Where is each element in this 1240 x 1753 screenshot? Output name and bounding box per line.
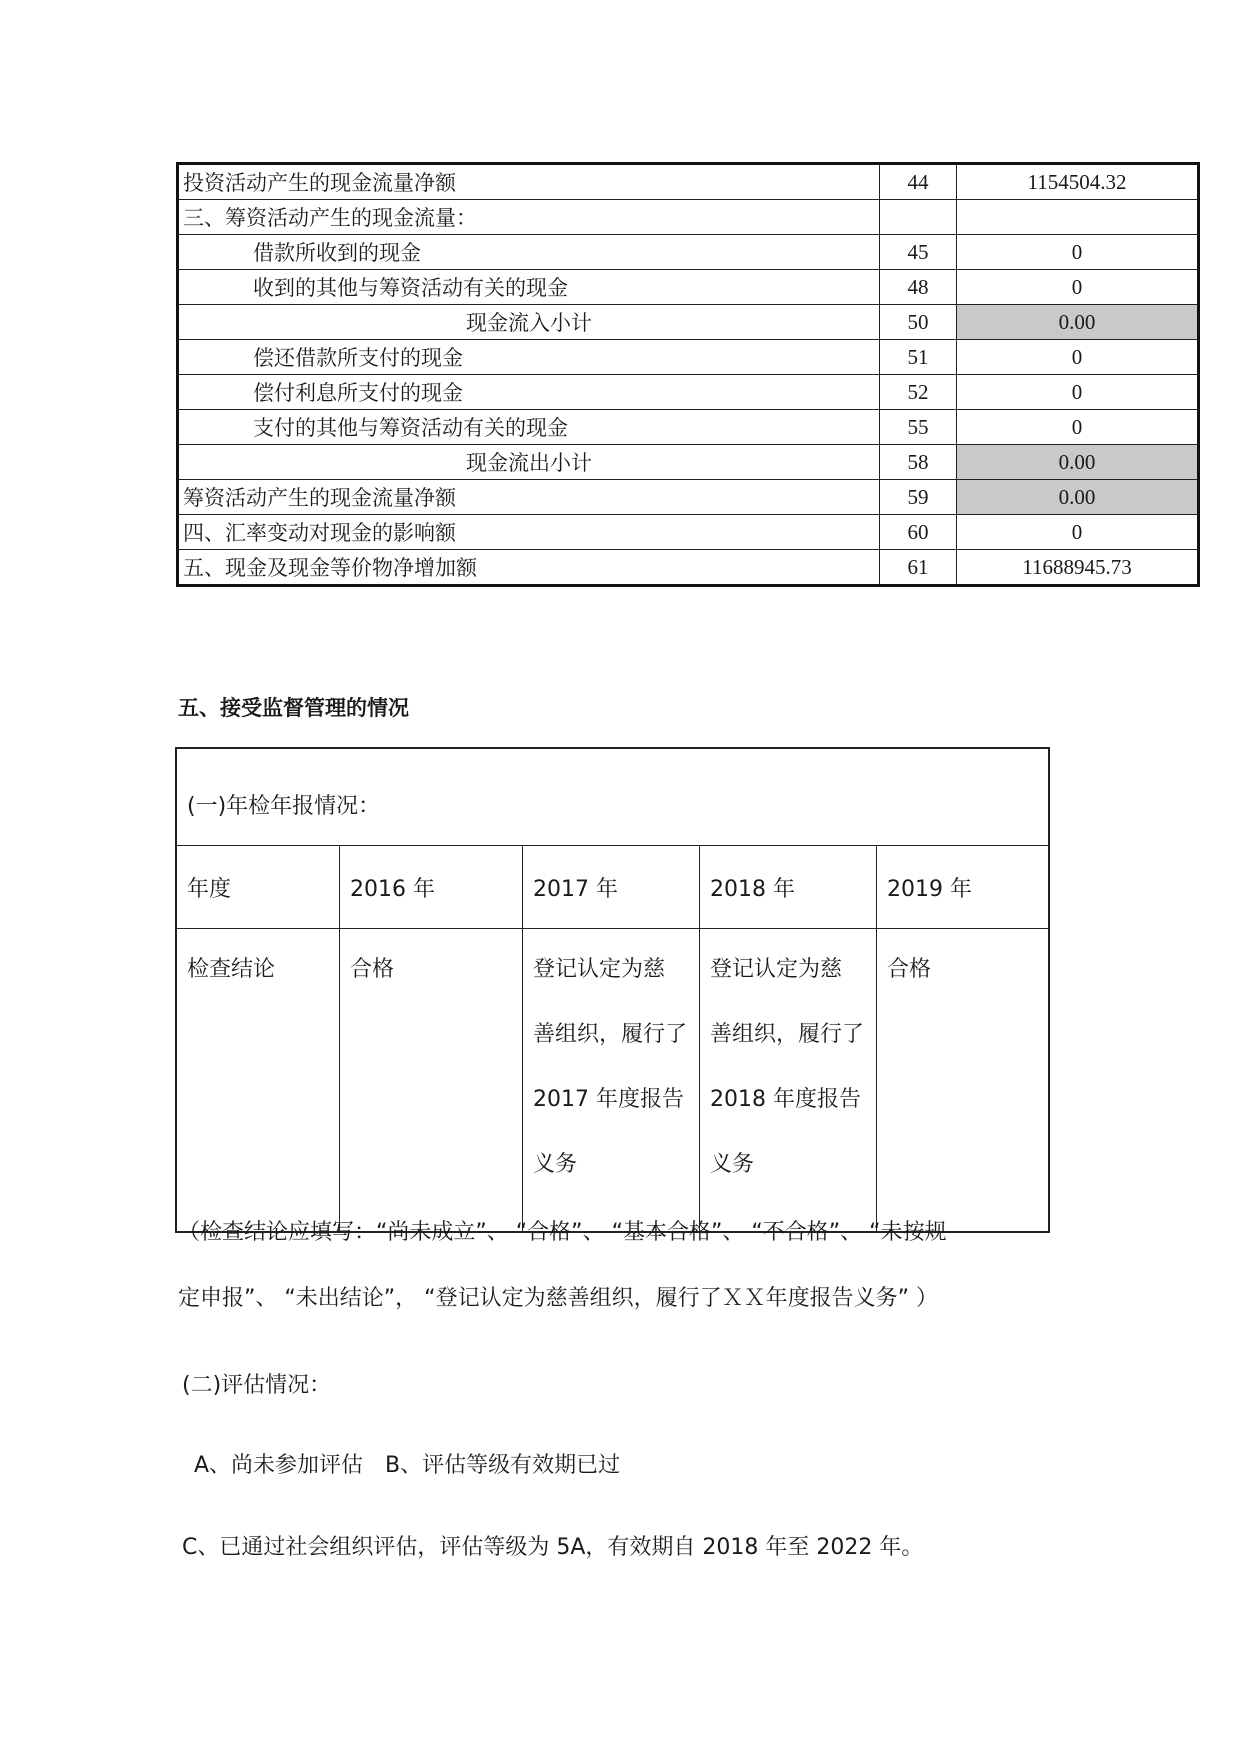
table-row	[178, 480, 1199, 515]
result-line: 登记认定为慈	[710, 957, 843, 982]
result-row	[176, 929, 1049, 1233]
result-line: 合格	[887, 957, 932, 982]
table-row	[178, 235, 1199, 270]
table-row	[178, 200, 1199, 235]
row-label: 五、现金及现金等价物净增加额	[178, 550, 880, 586]
row-value: 1154504.32	[957, 164, 1199, 200]
header-cell: 2017 年	[523, 846, 700, 929]
evaluation-caption: (二)评估情况：	[182, 1373, 332, 1398]
result-line: 2017 年度报告	[533, 1087, 684, 1112]
result-cell-2016	[340, 929, 523, 1233]
result-cell-2017	[523, 929, 700, 1233]
annual-check-caption: (一)年检年报情况：	[176, 748, 1049, 846]
row-label: 现金流入小计	[178, 305, 880, 340]
row-label: 支付的其他与筹资活动有关的现金	[178, 410, 880, 445]
table-caption-row	[176, 748, 1049, 846]
table-row	[178, 445, 1199, 480]
result-line: 合格	[350, 957, 395, 982]
row-code: 52	[880, 375, 957, 410]
row-value: 0.00	[957, 480, 1199, 515]
header-cell: 年度	[176, 846, 340, 929]
row-code: 58	[880, 445, 957, 480]
annual-check-table	[175, 747, 1050, 1233]
note-line-2: 定申报”、 “未出结论”， “登记认定为慈善组织，履行了ＸＸ年度报告义务” ）	[178, 1286, 938, 1311]
row-label: 收到的其他与筹资活动有关的现金	[178, 270, 880, 305]
result-line: 2018 年度报告	[710, 1087, 861, 1112]
table-row	[178, 515, 1199, 550]
row-value: 0.00	[957, 445, 1199, 480]
table-row	[178, 550, 1199, 586]
row-code	[880, 200, 957, 235]
header-cell: 2018 年	[700, 846, 877, 929]
row-value: 0.00	[957, 305, 1199, 340]
row-value: 0	[957, 375, 1199, 410]
result-line: 善组织，履行了	[533, 1022, 688, 1047]
result-line: 义务	[710, 1152, 755, 1177]
table-row	[178, 164, 1199, 200]
row-value	[957, 200, 1199, 235]
results-label	[176, 929, 340, 1233]
row-label: 三、筹资活动产生的现金流量：	[178, 200, 880, 235]
row-label: 偿付利息所支付的现金	[178, 375, 880, 410]
result-line: 善组织，履行了	[710, 1022, 865, 1047]
table-row	[178, 305, 1199, 340]
row-label: 现金流出小计	[178, 445, 880, 480]
result-cell-2019	[877, 929, 1050, 1233]
row-value: 0	[957, 410, 1199, 445]
evaluation-options-ab: A、尚未参加评估 B、评估等级有效期已过	[194, 1453, 621, 1478]
row-label: 偿还借款所支付的现金	[178, 340, 880, 375]
row-code: 50	[880, 305, 957, 340]
header-cell: 2016 年	[340, 846, 523, 929]
row-code: 48	[880, 270, 957, 305]
results-label-text: 检查结论	[187, 957, 276, 982]
cash-flow-table	[176, 162, 1200, 587]
row-value: 0	[957, 515, 1199, 550]
year-header-row	[176, 846, 1049, 929]
row-code: 60	[880, 515, 957, 550]
row-code: 45	[880, 235, 957, 270]
row-value: 0	[957, 235, 1199, 270]
row-label: 四、汇率变动对现金的影响额	[178, 515, 880, 550]
note-line-1: （检查结论应填写：“尚未成立”、 “合格”、 “基本合格”、 “不合格”、 “未按规	[178, 1220, 947, 1245]
row-code: 59	[880, 480, 957, 515]
evaluation-option-c: C、已通过社会组织评估，评估等级为 5A，有效期自 2018 年至 2022 年。	[182, 1535, 924, 1560]
row-code: 55	[880, 410, 957, 445]
row-value: 0	[957, 270, 1199, 305]
table-row	[178, 375, 1199, 410]
result-line: 义务	[533, 1152, 578, 1177]
section-title: 五、接受监督管理的情况	[178, 696, 409, 720]
table-row	[178, 270, 1199, 305]
row-value: 0	[957, 340, 1199, 375]
result-line: 登记认定为慈	[533, 957, 666, 982]
row-code: 61	[880, 550, 957, 586]
row-label: 借款所收到的现金	[178, 235, 880, 270]
header-cell: 2019 年	[877, 846, 1050, 929]
row-label: 筹资活动产生的现金流量净额	[178, 480, 880, 515]
table-row	[178, 340, 1199, 375]
row-code: 44	[880, 164, 957, 200]
row-code: 51	[880, 340, 957, 375]
row-value: 11688945.73	[957, 550, 1199, 586]
row-label: 投资活动产生的现金流量净额	[178, 164, 880, 200]
result-cell-2018	[700, 929, 877, 1233]
table-row	[178, 410, 1199, 445]
